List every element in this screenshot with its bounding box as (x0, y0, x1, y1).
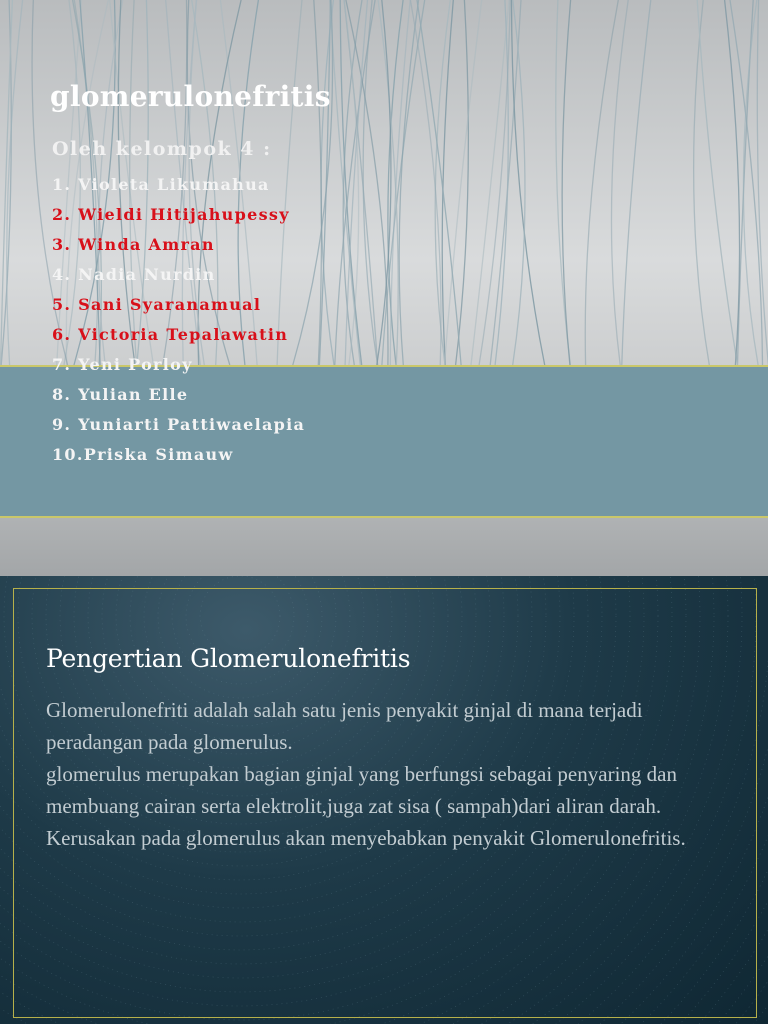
member-item: 9. Yuniarti Pattiwaelapia (52, 415, 306, 434)
member-list (52, 170, 305, 470)
definition-paragraph: Glomerulonefriti adalah salah satu jenis penyakit ginjal di mana terjadi peradangan pada glomerulus. (46, 698, 643, 754)
member-item: 5. Sani Syaranamual (52, 295, 262, 314)
slide-title: glomerulonefritis (50, 80, 331, 113)
member-item: 7. Yeni Porloy (52, 355, 193, 374)
definition-paragraph: glomerulus merupakan bagian ginjal yang berfungsi sebagai penyaring dan membuang cairan serta elektrolit,juga zat sisa ( sampah)dari aliran darah. (46, 762, 677, 818)
definition-body (46, 694, 736, 854)
member-item: 1. Violeta Likumahua (52, 175, 270, 194)
definition-heading: Pengertian Glomerulonefritis (46, 644, 411, 673)
group-subtitle: Oleh kelompok 4 : (52, 138, 272, 160)
member-item: 4. Nadia Nurdin (52, 265, 216, 284)
member-item: 2. Wieldi Hitijahupessy (52, 205, 290, 224)
definition-slide (0, 576, 768, 1024)
member-item: 6. Victoria Tepalawatin (52, 325, 289, 344)
member-item: 3. Winda Amran (52, 235, 215, 254)
member-item: 8. Yulian Elle (52, 385, 189, 404)
definition-paragraph: Kerusakan pada glomerulus akan menyebabkan penyakit Glomerulonefritis. (46, 826, 686, 850)
member-item: 10.Priska Simauw (52, 445, 234, 464)
